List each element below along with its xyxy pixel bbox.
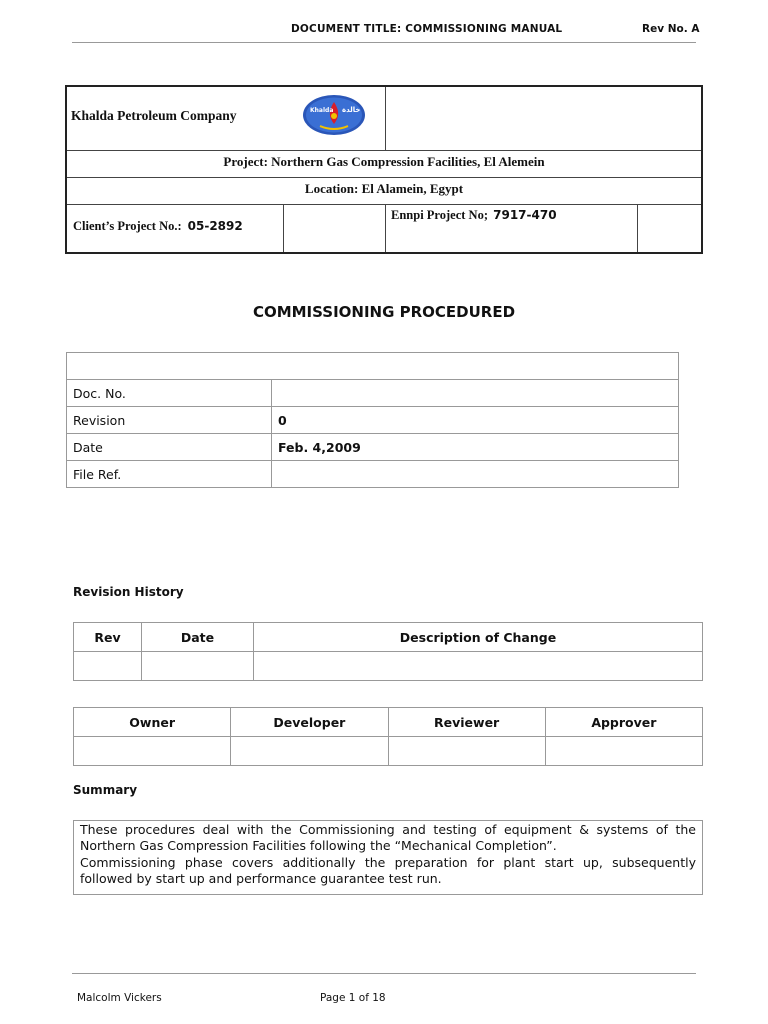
company-name: Khalda Petroleum Company xyxy=(71,108,237,123)
column-header-owner: Owner xyxy=(74,708,231,737)
file-ref-label: File Ref. xyxy=(67,461,272,488)
footer-divider xyxy=(72,973,696,974)
column-header-developer: Developer xyxy=(231,708,388,737)
doc-no-label: Doc. No. xyxy=(67,380,272,407)
client-project-number xyxy=(73,219,243,234)
column-header-reviewer: Reviewer xyxy=(388,708,545,737)
table-row xyxy=(74,652,703,681)
column-header-date: Date xyxy=(142,623,254,652)
table-cell xyxy=(545,737,702,766)
revision-value: 0 xyxy=(272,407,679,434)
table-cell xyxy=(388,737,545,766)
revision-label: Revision xyxy=(67,407,272,434)
divider xyxy=(67,150,701,151)
doc-no-value xyxy=(272,380,679,407)
file-ref-value xyxy=(272,461,679,488)
column-header-description: Description of Change xyxy=(254,623,703,652)
table-cell xyxy=(74,652,142,681)
document-title: DOCUMENT TITLE: COMMISSIONING MANUAL xyxy=(291,23,563,35)
divider xyxy=(67,204,701,205)
table-header-row xyxy=(74,708,703,737)
divider xyxy=(637,204,638,252)
page-title: COMMISSIONING PROCEDURED xyxy=(252,303,516,321)
date-value: Feb. 4,2009 xyxy=(272,434,679,461)
table-row xyxy=(67,380,679,407)
table-header-cell xyxy=(67,353,679,380)
client-project-label: Client’s Project No.: xyxy=(73,219,182,233)
table-row xyxy=(74,737,703,766)
header-divider xyxy=(72,42,696,43)
summary-paragraph: Commissioning phase covers additionally the preparation for plant start up, subsequently followed by start up and performance guarantee test run. xyxy=(80,855,696,886)
approval-table xyxy=(73,707,703,766)
revision-history-table xyxy=(73,622,703,681)
table-cell xyxy=(74,737,231,766)
table-row xyxy=(67,461,679,488)
table-cell xyxy=(231,737,388,766)
divider xyxy=(385,87,386,150)
divider xyxy=(67,177,701,178)
table-header-row xyxy=(74,623,703,652)
logo-text-left: Khalda xyxy=(310,107,334,114)
table-cell xyxy=(254,652,703,681)
revision-history-heading: Revision History xyxy=(73,585,184,599)
page-number: Page 1 of 18 xyxy=(320,992,386,1004)
ennpi-project-number xyxy=(391,208,557,223)
ennpi-project-value: 7917-470 xyxy=(493,208,557,222)
divider xyxy=(385,204,386,252)
column-header-rev: Rev xyxy=(74,623,142,652)
project-name: Project: Northern Gas Compression Facilities, El Alemein xyxy=(223,154,545,169)
table-row xyxy=(67,434,679,461)
table-row xyxy=(67,407,679,434)
project-location: Location: El Alamein, Egypt xyxy=(304,181,464,196)
summary-heading: Summary xyxy=(73,783,138,797)
summary-paragraph: These procedures deal with the Commissioning and testing of equipment & systems of the Northern Gas Compression Facilities following the “Mechanical Completion”. xyxy=(80,822,696,853)
document-info-table xyxy=(66,352,679,488)
khalda-logo-icon xyxy=(302,94,366,136)
logo-text-right: خالدة xyxy=(342,106,361,114)
divider xyxy=(283,204,284,252)
table-cell xyxy=(142,652,254,681)
date-label: Date xyxy=(67,434,272,461)
client-project-value: 05-2892 xyxy=(187,219,243,233)
column-header-approver: Approver xyxy=(545,708,702,737)
ennpi-project-label: Ennpi Project No; xyxy=(391,208,488,222)
table-row xyxy=(67,353,679,380)
footer-author: Malcolm Vickers xyxy=(77,992,162,1004)
summary-box xyxy=(73,820,703,895)
revision-number: Rev No. A xyxy=(642,23,700,35)
